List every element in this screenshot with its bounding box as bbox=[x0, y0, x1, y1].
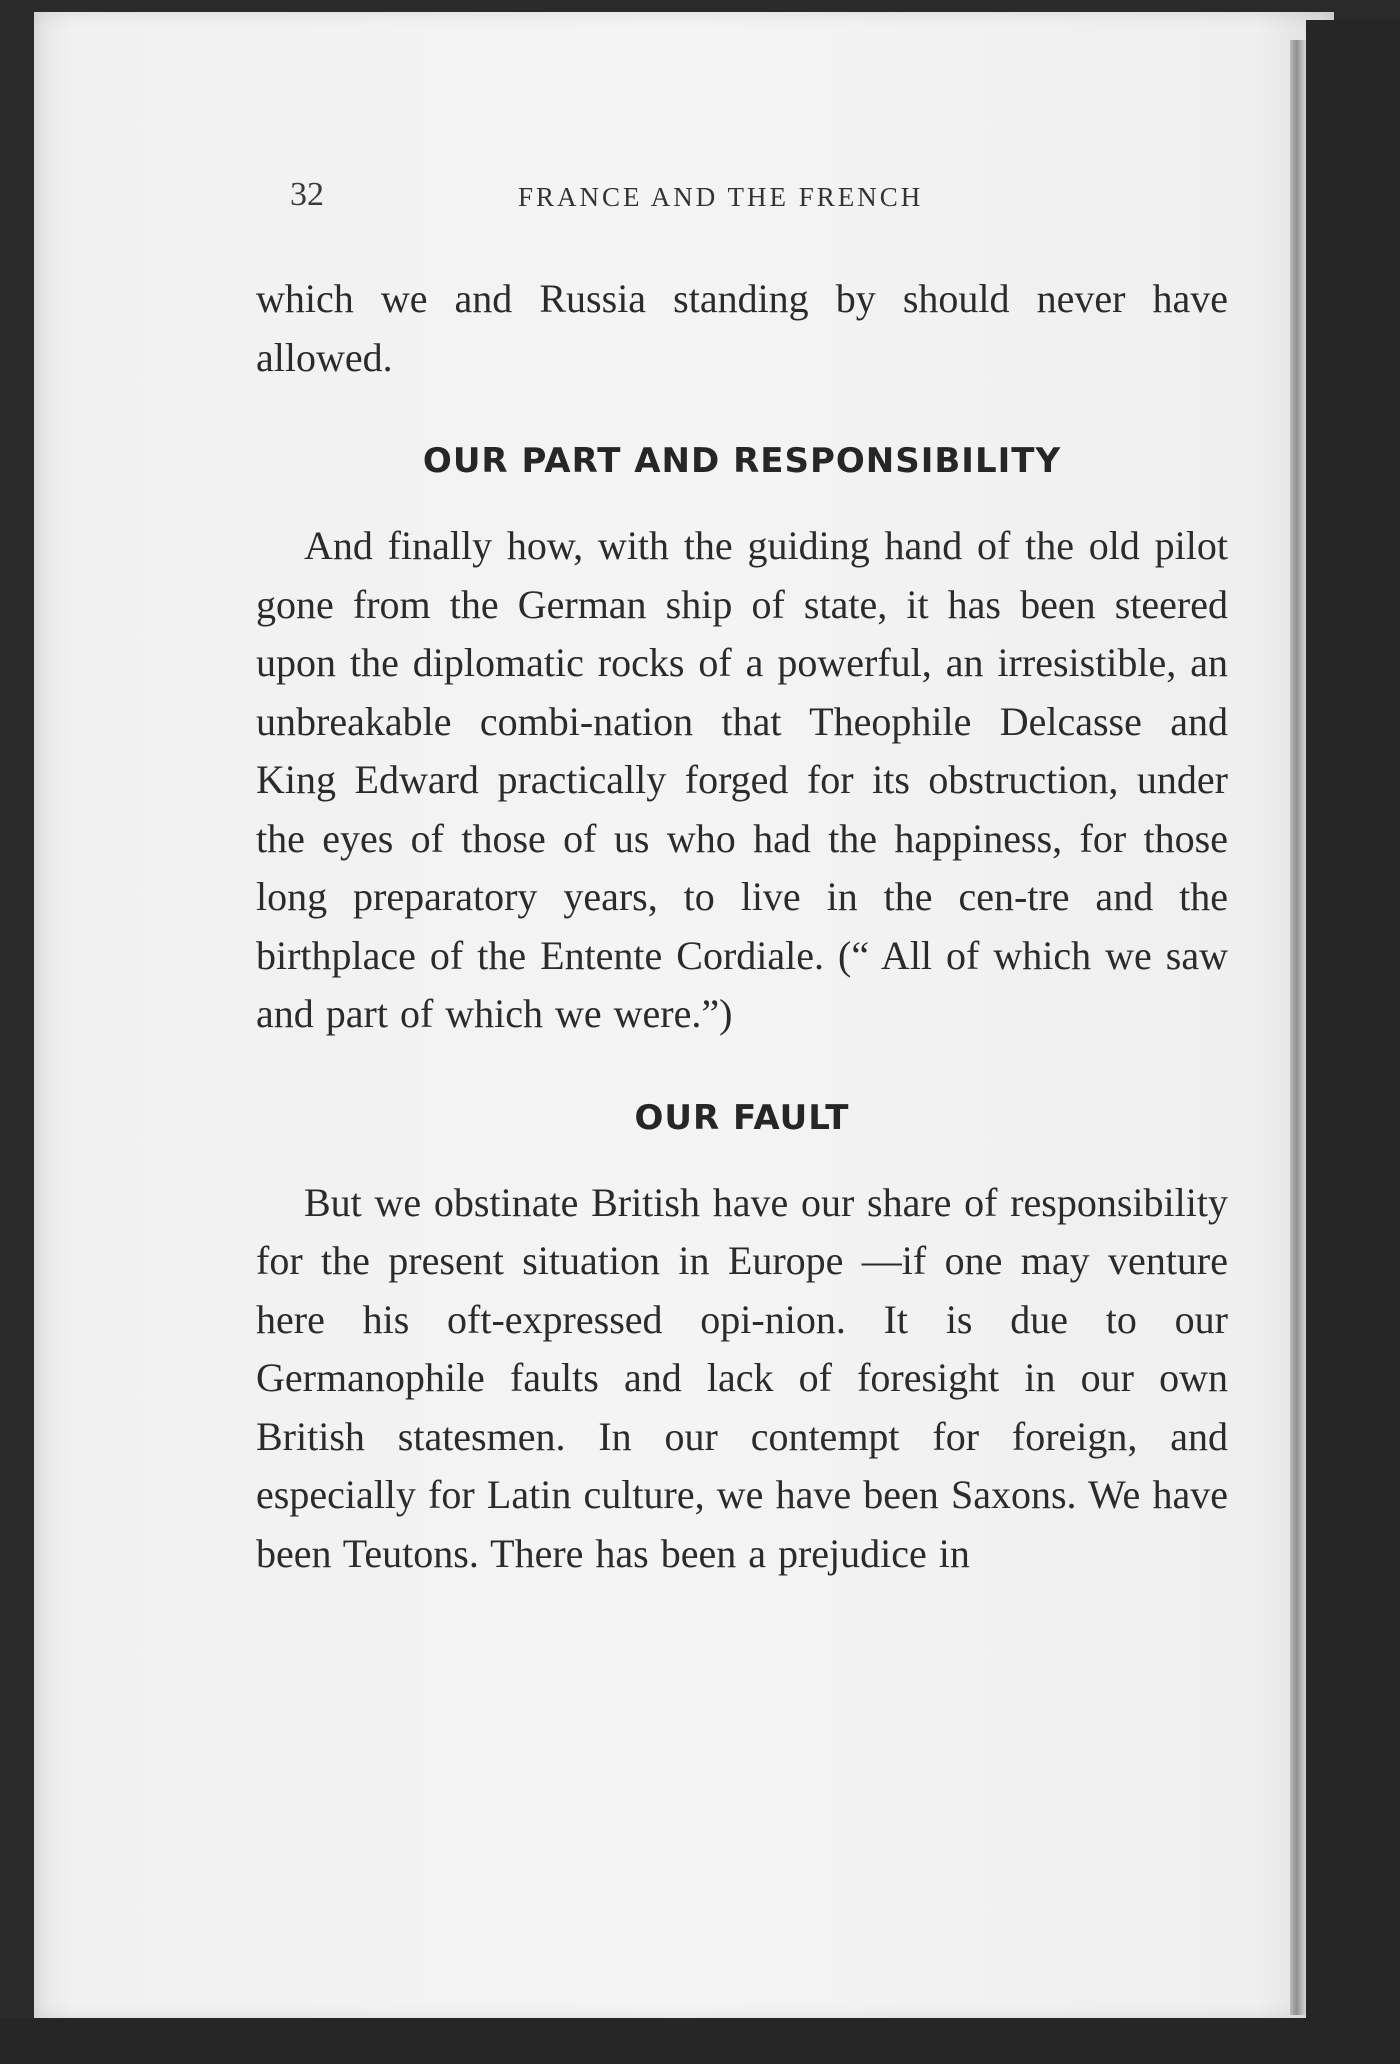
book-title: FRANCE AND THE FRENCH bbox=[518, 182, 924, 212]
running-head bbox=[290, 176, 1330, 226]
scanner-border-right bbox=[1306, 20, 1400, 2064]
paragraph-our-fault: But we obstinate British have our share of responsibility for the present situation in Europe —if one may venture here his oft-expressed opi-nion. It is due to our Germanophile faults and lack of foresight in our own British statesmen. In our contempt for foreign, and especially for Latin culture, we have been Saxons. We have been Teutons. There has been a prejudice in bbox=[256, 1179, 1228, 1576]
page-edge-shadow bbox=[1290, 40, 1306, 2015]
paragraph-continued: which we and Russia standing by should never have allowed. bbox=[256, 276, 1228, 380]
book-page bbox=[34, 12, 1334, 2020]
page-number: 32 bbox=[290, 176, 324, 213]
paragraph-our-part: And finally how, with the guiding hand of the old pilot gone from the German ship of state, it has been steered upon the diplomatic rocks of a powerful, an irresistible, an unbreakable combi-nation that Theophile Delcasse and King Edward practically forged for its obstruction, under the eyes of those of us who had the happiness, for those long preparatory years, to live in the cen-tre and the birthplace of the Entente Cordiale. (“ All of which we saw and part of which we were.”) bbox=[256, 523, 1228, 1036]
section-heading-our-part: OUR PART AND RESPONSIBILITY bbox=[422, 441, 1062, 481]
scanner-border-bottom bbox=[0, 2018, 1400, 2064]
section-heading-our-fault: OUR FAULT bbox=[634, 1097, 850, 1138]
page-body bbox=[256, 270, 1228, 1583]
